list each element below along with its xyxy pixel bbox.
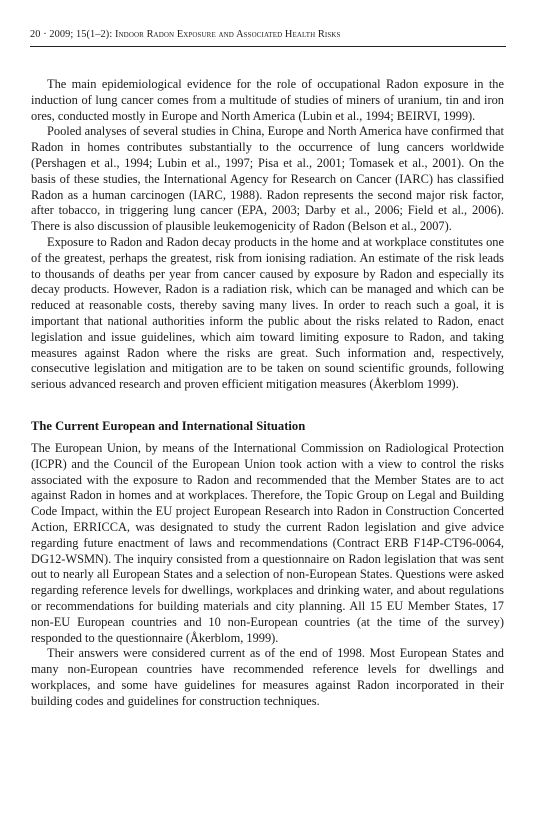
separator-dot: · <box>43 29 50 40</box>
paragraph-miners-evidence: The main epidemiological evidence for the role of occupational Radon exposure in the induction of lung cancer comes from a multitude of studies of miners of uranium, tin and iron ores, conducted mostly in Europe and North America (Lubin et al., 1994; BEIRVI, 1999). <box>31 77 504 123</box>
paragraph-pooled-analyses: Pooled analyses of several studies in China, Europe and North America have confirmed that Radon in homes contributes substantially to the occurrence of lung cancers worldwide (Pershagen et al., 1994; Lubin et al., 1997; Pisa et al., 2001; Tomasek et al., 2001). On the basis of these studies, the International Agency for Research on Cancer (IARC) has classified Radon as a human carcinogen (IARC, 1988). Radon represents the second major risk factor, after tobacco, in triggering lung cancer (EPA, 2003; Darby et al., 2006; Field et al., 2006). There is also discussion of plausible leukemogenicity of Radon (Belson et al., 2007). <box>31 124 504 234</box>
section-heading: The Current European and International Situation <box>31 418 306 433</box>
article-body <box>31 77 504 709</box>
european-situation-section <box>31 441 504 710</box>
paragraph-eu-action: The European Union, by means of the International Commission on Radiological Protection (ICPR) and the Council of the European Union took action with a view to control the risks associated with the exposure to Radon and recommended that the Member States are to act against Radon in homes and at workplaces. Therefore, the Topic Group on Legal and Building Code Impact, within the EU project European Research into Radon in Construction Concerted Action, ERRICCA, was designated to study the current Radon legislation and give advice regarding future enactment of laws and recommendations (Contract ERB F14P-CT96-0064, DG12-WSMN). The inquiry consisted from a questionnaire on Radon legislation that was sent out to nearly all European States and a selection of non-European States. Questions were asked regarding reference levels for dwellings, workplaces and drinking water, and about regulations or recommendations for building materials and city planning. All 15 EU Member States, 17 non-EU European countries and 10 non-European countries (at the time of the survey) responded to the questionnaire (Åkerblom, 1999). <box>31 440 504 645</box>
issue-citation: 2009; 15(1–2): <box>49 29 113 40</box>
intro-section <box>31 77 504 393</box>
journal-title: Indoor Radon Exposure and Associated Health Risks <box>114 29 341 40</box>
header-rule <box>30 46 506 47</box>
paragraph-exposure-risk: Exposure to Radon and Radon decay products in the home and at workplace constitutes one of the greatest, perhaps the greatest, risk from ionising radiation. An estimate of the risk leads to thousands of deaths per year from cancer caused by exposure by Radon and especially its decay products. However, Radon is a radiation risk, which can be managed and which can be reduced at reasonable costs, thereby saving many lives. In order to reach such a goal, it is important that national authorities inform the public about the risks related to Radon, enact legislation and issue guidelines, which aim toward limiting exposure to Radon, and taking measures against Radon where the risks are great. Such information and, respectively, consecutive legislation and mitigation are to be taken on sound scientific grounds, following serious advanced research and proven efficient mitigation measures (Åkerblom 1999). <box>31 234 504 392</box>
running-head <box>30 29 506 40</box>
page-number: 20 <box>30 29 41 40</box>
paragraph-survey-answers: Their answers were considered current as of the end of 1998. Most European States and many non-European countries have recommended reference levels for dwellings and workplaces, and some have guidelines for measures against Radon incorporated in their building codes and guidelines for construction techniques. <box>31 646 504 708</box>
